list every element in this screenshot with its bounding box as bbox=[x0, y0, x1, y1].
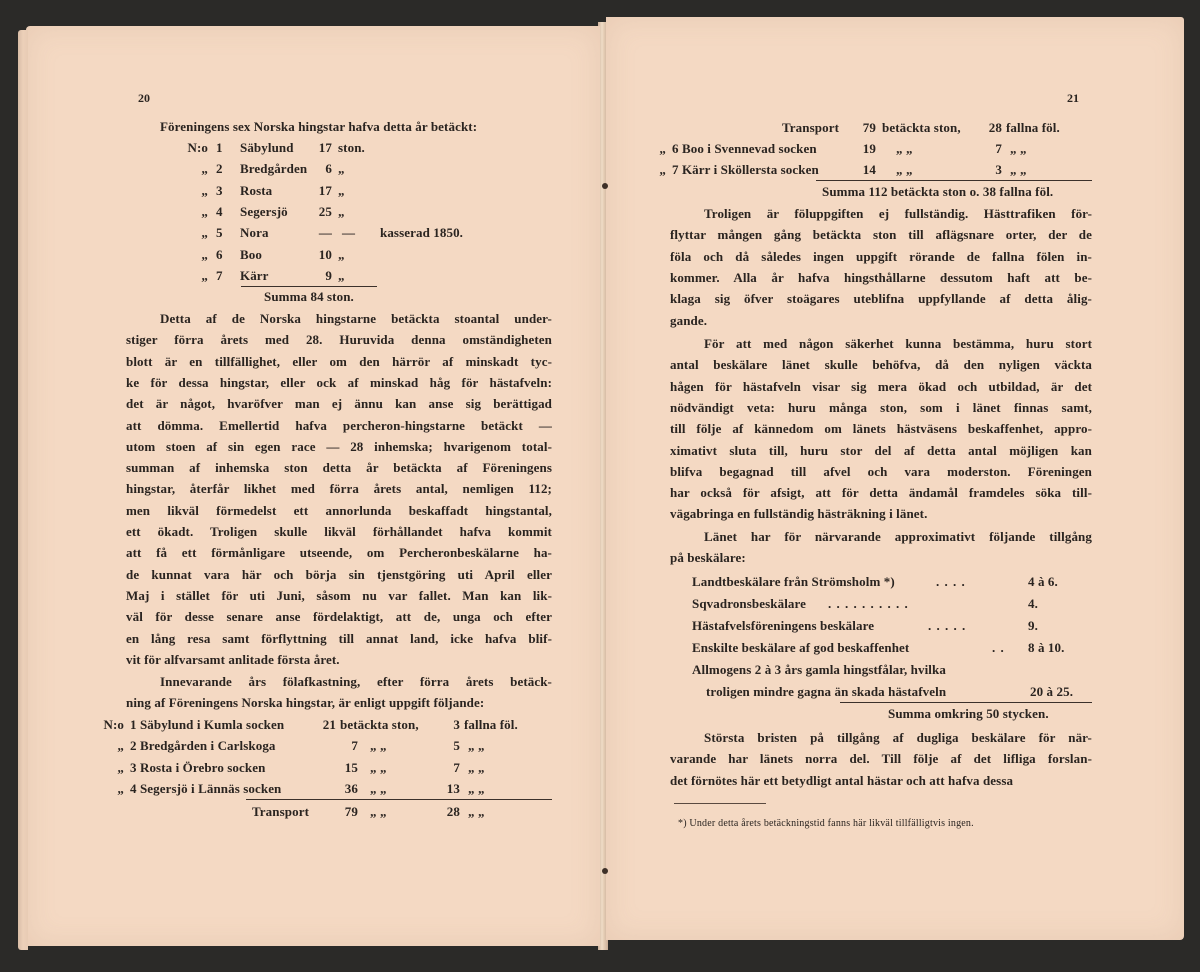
stallion-name: Bredgården bbox=[240, 161, 308, 177]
text-line: att få ett förmånligare utseende, om Percheronbeskälarne ha- bbox=[126, 545, 552, 561]
fallen-count: 28 bbox=[446, 804, 460, 819]
row-prefix: „ bbox=[117, 759, 124, 775]
page-number: 20 bbox=[138, 91, 150, 105]
covered-unit: betäckta ston, bbox=[340, 717, 419, 732]
row-prefix: „ bbox=[201, 246, 208, 262]
text-line: men likväl förmedelst ett annorlunda beskaffadt hingstantal, bbox=[126, 502, 552, 518]
stallion-count: 6 bbox=[325, 161, 332, 177]
row-label: 1 Säbylund i Kumla socken bbox=[130, 717, 285, 732]
supply-label: Allmogens 2 à 3 års gamla hingstfålar, hvilka bbox=[692, 662, 946, 677]
leader-dots: . . . . . bbox=[928, 618, 967, 633]
text-line: utom stoen af sin egen race — 28 inhemska; hvarigenom total- bbox=[126, 438, 552, 454]
text-line: Största bristen på tillgång af dugliga beskälare för när- bbox=[704, 730, 1092, 745]
row-prefix: „ bbox=[201, 203, 208, 219]
text-line: klaga sig öfver stoägares uteblifna uppfyllande af detta ålig- bbox=[670, 291, 1092, 307]
text-line: Länet har för närvarande approximativt följande tillgång bbox=[704, 529, 1092, 544]
row-prefix: „ bbox=[659, 162, 666, 178]
row-label: 4 Segersjö i Lännäs socken bbox=[130, 780, 282, 796]
stallion-name: Rosta bbox=[240, 182, 273, 198]
row-number: 6 bbox=[216, 246, 223, 262]
text-line: kommer. Alla år hafva hingsthållarne dessutom haft att be- bbox=[670, 269, 1092, 285]
supply-value: 4 à 6. bbox=[1028, 574, 1058, 589]
binding-hole bbox=[602, 868, 608, 874]
fallen-count: 13 bbox=[446, 780, 460, 796]
text-line: gande. bbox=[670, 312, 708, 328]
fallen-unit: „ „ bbox=[468, 780, 485, 796]
count-unit: „ bbox=[338, 203, 345, 219]
stallion-name: Kärr bbox=[240, 267, 269, 283]
row-number: 1 bbox=[216, 140, 223, 155]
row-number: 7 bbox=[216, 267, 223, 283]
text-line: stiger förra årets med 28. Huruvida denna omständigheten bbox=[126, 332, 552, 348]
covered-unit: „ „ bbox=[896, 141, 913, 156]
stallion-count: 17 bbox=[318, 140, 332, 155]
covered-unit: „ „ bbox=[370, 759, 387, 775]
row-prefix: „ bbox=[659, 141, 666, 156]
leader-dots: . . . . bbox=[936, 574, 966, 589]
supply-value: 20 à 25. bbox=[1030, 684, 1074, 699]
covered-count: 14 bbox=[862, 162, 876, 178]
text-line: Innevarande års fölafkastning, efter förra årets betäck- bbox=[160, 674, 552, 689]
count-unit: — bbox=[342, 225, 356, 241]
covered-unit: „ „ bbox=[370, 738, 387, 754]
text-line: att dömma. Emellertid hafva percheron-hingstarne betäckt — bbox=[126, 417, 552, 433]
text-line: antal beskälare länet skulle behöfva, då den nyligen väckta bbox=[670, 357, 1092, 373]
count-unit: „ bbox=[338, 182, 345, 198]
text-line: blott är en tillfällighet, eller om den härrör af minskadt tyc- bbox=[126, 353, 552, 369]
text-line: varande har länets norra del. Till följe af det lifliga forslan- bbox=[670, 751, 1092, 767]
fallen-unit: fallna föl. bbox=[1006, 120, 1060, 135]
text-line: en lång resa samt förflyttning till annat land, icke hafva blif- bbox=[126, 630, 552, 646]
text-line: det förnötes här ett betydligt antal hästar och att hafva dessa bbox=[670, 772, 1014, 788]
text-line: blifva begagnad till afvel och vara moderston. Föreningen bbox=[670, 463, 1092, 479]
covered-count: 36 bbox=[344, 780, 358, 796]
row-number: 5 bbox=[216, 225, 223, 241]
left-page bbox=[26, 26, 600, 946]
stallion-name: Säbylund bbox=[240, 140, 294, 155]
text-line: de kunnat vara här och börja sin tjenstgöring uti April eller bbox=[126, 566, 552, 582]
count-unit: „ bbox=[338, 267, 345, 283]
supply-label: troligen mindre gagna än skada hästafveln bbox=[706, 684, 947, 699]
stallion-count: 10 bbox=[318, 246, 332, 262]
fallen-unit: fallna föl. bbox=[464, 717, 518, 732]
supply-label: Hästafvelsföreningens beskälare bbox=[692, 618, 875, 633]
stallion-name: Segersjö bbox=[240, 203, 288, 219]
leader-dots: . . . . . . . . . . bbox=[828, 596, 909, 611]
row-prefix: „ bbox=[201, 161, 208, 177]
leader-dots: . . bbox=[992, 640, 1005, 655]
stallion-name: Boo bbox=[240, 246, 262, 262]
supply-label: Sqvadronsbeskälare bbox=[692, 596, 807, 611]
supply-label: Enskilte beskälare af god beskaffenhet bbox=[692, 640, 910, 655]
row-prefix: „ bbox=[117, 780, 124, 796]
fallen-count: 28 bbox=[988, 120, 1002, 135]
row-prefix: N:o bbox=[103, 717, 124, 732]
covered-unit: „ „ bbox=[370, 780, 387, 796]
text-line: För att med någon säkerhet kunna bestämma, huru stort bbox=[704, 336, 1092, 351]
transport-rule bbox=[246, 799, 552, 800]
row-label: 3 Rosta i Örebro socken bbox=[130, 759, 266, 775]
text-line: Detta af de Norska hingstarne betäckta stoantal under- bbox=[160, 311, 552, 326]
covered-count: 15 bbox=[344, 759, 358, 775]
stallion-count: 17 bbox=[318, 182, 332, 198]
text-line: nödvändigt veta: huru många ston, som i länet finnas samt, bbox=[670, 399, 1092, 415]
text-line: hågen för hästafveln visar sig mera ökad och utbildad, är det bbox=[670, 378, 1092, 394]
row-label: 2 Bredgården i Carlskoga bbox=[130, 738, 276, 754]
supply-value: 9. bbox=[1028, 618, 1038, 633]
text-line: det är något, hvaröfver man ej ännu kan anse sig berättigad bbox=[126, 396, 552, 412]
stallion-count: — bbox=[318, 225, 332, 241]
covered-count: 7 bbox=[351, 738, 358, 754]
stallion-count: 25 bbox=[318, 203, 332, 219]
count-unit: „ bbox=[338, 161, 345, 177]
fallen-unit: „ „ bbox=[468, 804, 485, 819]
row-label: 6 Boo i Svennevad socken bbox=[672, 141, 817, 156]
footnote-rule bbox=[674, 803, 766, 804]
page-number: 21 bbox=[1067, 91, 1079, 105]
text-line: vägabringa en fullständig hästräkning i länet. bbox=[670, 506, 928, 522]
row-prefix: „ bbox=[201, 225, 208, 241]
text-line: till följe af kännedom om länets hästväsens beskaffenhet, appro- bbox=[670, 421, 1092, 437]
fallen-unit: „ „ bbox=[1010, 162, 1027, 178]
fallen-count: 7 bbox=[995, 141, 1002, 156]
covered-count: 79 bbox=[862, 120, 876, 135]
stallion-note: kasserad 1850. bbox=[380, 225, 464, 241]
covered-unit: „ „ bbox=[896, 162, 913, 178]
text-line: ke för dessa hingstar, eller ock af minskad håg för hästafveln: bbox=[126, 374, 552, 390]
text-line: väl för desse senare anse fördelaktigt, att de, unga och efter bbox=[126, 609, 552, 625]
binding-hole bbox=[602, 183, 608, 189]
row-number: 3 bbox=[216, 182, 223, 198]
text-line: Troligen är föluppgiften ej fullständig. Hästtrafiken för- bbox=[704, 206, 1092, 221]
fallen-count: 5 bbox=[453, 738, 460, 754]
text-line: hingstar, återfår likhet med förra årets antal, nemligen 112; bbox=[126, 481, 552, 497]
count-unit: ston. bbox=[338, 140, 365, 155]
text-line: föla och då således ingen uppgift rörande de fallna fölen in- bbox=[670, 248, 1092, 264]
supply-value: 8 à 10. bbox=[1028, 640, 1065, 655]
row-number: 2 bbox=[216, 161, 223, 177]
footnote: *) Under detta årets betäckningstid fanns här likväl tillfälligtvis ingen. bbox=[678, 818, 974, 829]
fallen-count: 3 bbox=[995, 162, 1002, 178]
text-line: på beskälare: bbox=[670, 550, 746, 566]
covered-unit: „ „ bbox=[370, 804, 387, 819]
row-label: 7 Kärr i Sköllersta socken bbox=[672, 162, 819, 178]
text-line: Maj i stället för uti Juni, såsom nu var fallet. Man kan lik- bbox=[126, 587, 552, 603]
stallion-count: 9 bbox=[325, 267, 332, 283]
row-prefix: N:o bbox=[187, 140, 208, 155]
supply-label: Landtbeskälare från Strömsholm *) bbox=[692, 574, 895, 589]
covered-count: 79 bbox=[344, 804, 358, 819]
right-page bbox=[606, 17, 1184, 940]
covered-count: 19 bbox=[862, 141, 876, 156]
stallion-name: Nora bbox=[240, 225, 269, 241]
fallen-count: 7 bbox=[453, 759, 460, 775]
stallions-total: Summa 84 ston. bbox=[264, 289, 354, 304]
text-line: ett ökadt. Troligen skulle likväl förhållandet hafva kommit bbox=[126, 524, 552, 539]
fallen-count: 3 bbox=[453, 717, 460, 732]
intro-line: Föreningens sex Norska hingstar hafva detta år betäckt: bbox=[160, 119, 478, 134]
transport-label: Transport bbox=[782, 120, 839, 135]
row-prefix: „ bbox=[201, 267, 208, 283]
covered-unit: betäckta ston, bbox=[882, 120, 961, 135]
row-prefix: „ bbox=[201, 182, 208, 198]
row-prefix: „ bbox=[117, 738, 124, 754]
text-line: flyttar mången gång betäckta ston till aflägsnare orter, der de bbox=[670, 227, 1092, 243]
fallen-unit: „ „ bbox=[468, 759, 485, 775]
count-unit: „ bbox=[338, 246, 345, 262]
covered-count: 21 bbox=[322, 717, 336, 732]
text-line: har också för afsigt, att för detta ändamål framdeles söka till- bbox=[670, 485, 1092, 501]
foals-total: Summa 112 betäckta ston o. 38 fallna föl. bbox=[822, 184, 1054, 199]
fallen-unit: „ „ bbox=[1010, 141, 1027, 156]
fallen-unit: „ „ bbox=[468, 738, 485, 754]
transport-label: Transport bbox=[252, 804, 309, 819]
text-line: ning af Föreningens Norska hingstar, är enligt uppgift följande: bbox=[126, 695, 485, 711]
supply-value: 4. bbox=[1028, 596, 1038, 611]
text-line: summan af inhemska ston detta år betäckta af Föreningens bbox=[126, 460, 552, 476]
text-line: ximativt sluta till, huru stor del af detta antal möjligen kan bbox=[670, 442, 1092, 458]
row-number: 4 bbox=[216, 203, 223, 219]
text-line: vit för alfvarsamt anlitade första året. bbox=[126, 651, 340, 667]
supply-total: Summa omkring 50 stycken. bbox=[888, 706, 1049, 721]
